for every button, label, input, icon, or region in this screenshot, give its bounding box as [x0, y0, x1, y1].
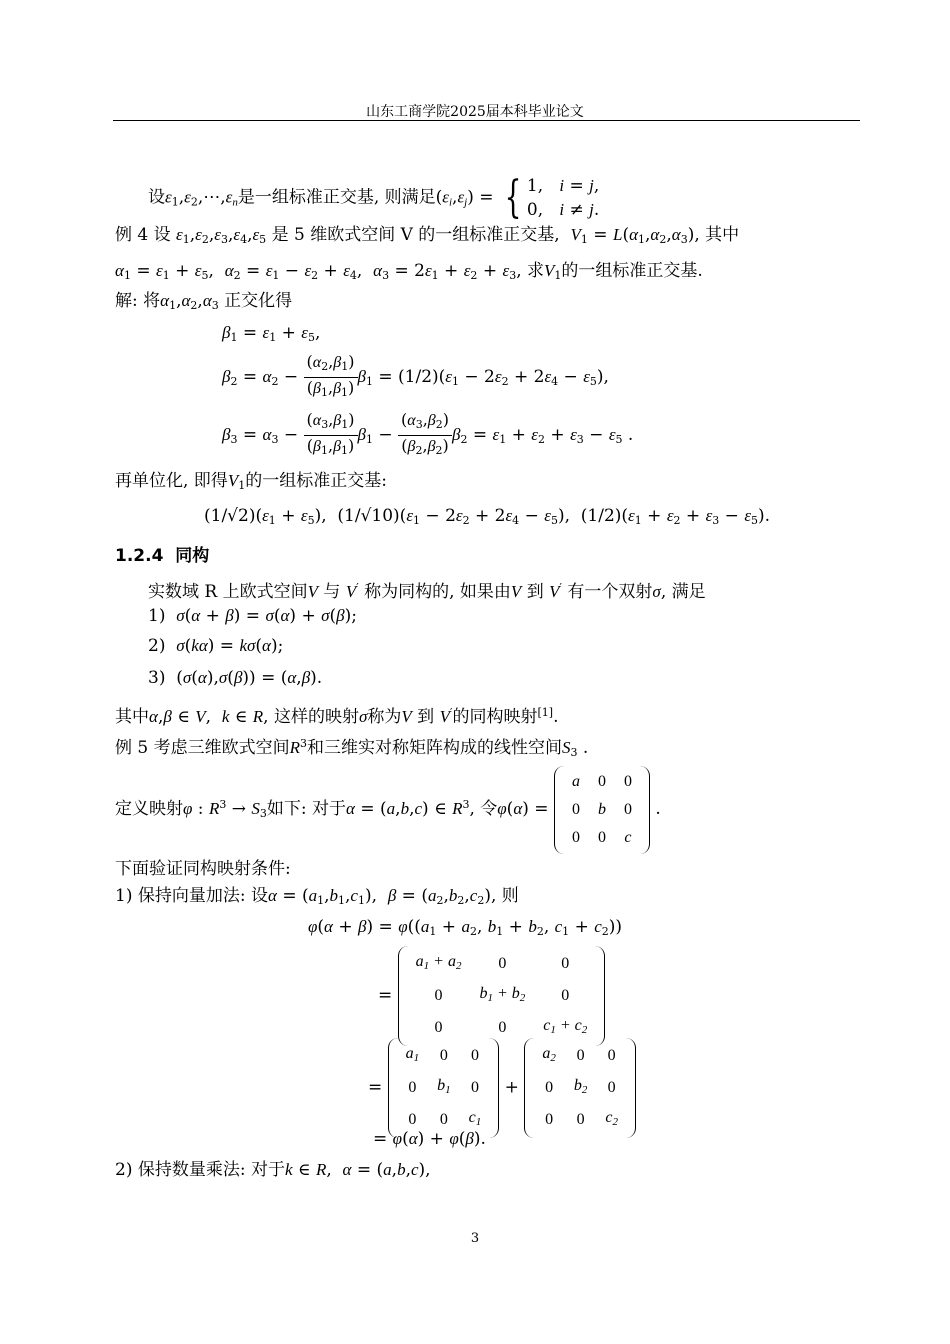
phi-result: = φ(α) + φ(β).	[373, 1129, 486, 1149]
basis-definition: 设$\varepsilon_1,\varepsilon_2,\cdots,\varepsilon_n$是一组标准正交基, 则满足$(\varepsilon_i,\varepsilon_j)$ = { 1, i = j, 0, i ≠ j.	[148, 172, 600, 223]
item-1: 1) 保持向量加法: 设$\alpha = (a_1,b_1,c_1)$, $\beta = (a_2,b_2,c_2)$, 则	[115, 886, 519, 907]
condition-2: 2) σ(kα) = kσ(α);	[148, 636, 284, 656]
example-4-line-1: 例 4 设 $\varepsilon_1,\varepsilon_2,\varepsilon_3,\varepsilon_4,\varepsilon_5$ 是 5 维欧式空间 V 的一组标准正交基, $V_1 = L(\alpha_1,\alpha_2,\alpha_3)$, 其中	[115, 225, 740, 246]
item-2: 2) 保持数量乘法: 对于k ∈ R, α = (a,b,c),	[115, 1160, 431, 1180]
sum-matrix: = $a_1 + a_2$ 0 0 0 $b_1 + b_2$ 0 0 0 $c_1 + c_2$	[378, 946, 605, 1046]
phi-sum: $\varphi(\alpha + \beta) = \varphi((a_1 + a_2$, $b_1 + b_2$, $c_1 + c_2$))	[308, 917, 623, 938]
beta-2: $\beta_2 = \alpha_2$ − $\frac{(\alpha_2,\beta_1)}{(\beta_1,\beta_1)}$ $\beta_1 = (1/2)(\varepsilon_1 - 2\varepsilon_2 + 2\varepsilon_4 - \varepsilon_5)$,	[222, 352, 609, 399]
map-definition: 定义映射φ : $R^3 \to S_3$如下: 对于α = (a,b,c) ∈ $R^3$, 令φ(α) = a 0 0 0 b 0 0 0 c .	[115, 765, 661, 854]
condition-1: 1) σ(α + β) = σ(α) + σ(β);	[148, 606, 357, 626]
where-clause: 其中α,β ∈ V, k ∈ R, 这样的映射σ称为V 到 V′的同构映射[1].	[115, 706, 559, 727]
orthonormal-basis: $(1/√2)(\varepsilon_1 + \varepsilon_5)$, $(1/√10)(\varepsilon_1 - 2\varepsilon_2 + 2\varepsilon_4 - \varepsilon_5)$, $(1/2)(\varepsilon_1 + \varepsilon_2 + \varepsilon_3 - \varepsilon_5)$.	[204, 506, 771, 527]
beta-1: $\beta_1 = \varepsilon_1 + \varepsilon_5$,	[222, 323, 321, 344]
page-number: 3	[470, 1231, 480, 1246]
isomorphism-definition: 实数域 R 上欧式空间V 与 V′ 称为同构的, 如果由V 到 V′ 有一个双射σ, 满足	[148, 581, 706, 602]
page-header: 山东工商学院2025届本科毕业论文	[366, 104, 584, 120]
example-5: 例 5 考虑三维欧式空间$R^3$和三维实对称矩阵构成的线性空间$S_3$ .	[115, 737, 589, 759]
citation: [1]	[537, 706, 554, 719]
solution-intro: 解: 将$\alpha_1,\alpha_2,\alpha_3$ 正交化得	[115, 291, 293, 312]
renormalize: 再单位化, 即得$V_1$的一组标准正交基:	[115, 471, 387, 492]
split-matrices: = $a_1$ 0 0 0 $b_1$ 0 0 0 $c_1$ + $a_2$ 0 0 0 $b_2$ 0 0 0 $c_2$	[368, 1038, 636, 1138]
example-4-line-2: $\alpha_1 = \varepsilon_1 + \varepsilon_5$, $\alpha_2 = \varepsilon_1 - \varepsilon_2 + \varepsilon_4$, $\alpha_3 = 2\varepsilon_1 + \varepsilon_2 + \varepsilon_3$, 求$V_1$的一组标准正交基.	[115, 261, 703, 282]
beta-3: $\beta_3 = \alpha_3$ − $\frac{(\alpha_3,\beta_1)}{(\beta_1,\beta_1)}$ $\beta_1$ − $\frac{(\alpha_3,\beta_2)}{(\beta_2,\beta_2)}$ $\beta_2 = \varepsilon_1 + \varepsilon_2 + \varepsilon_3 - \varepsilon_5$ .	[222, 410, 634, 457]
header-rule	[113, 120, 860, 121]
verify-heading: 下面验证同构映射条件:	[115, 859, 291, 879]
section-heading: 1.2.4 同构	[115, 546, 210, 566]
condition-3: 3) (σ(α),σ(β)) = (α,β).	[148, 668, 323, 688]
